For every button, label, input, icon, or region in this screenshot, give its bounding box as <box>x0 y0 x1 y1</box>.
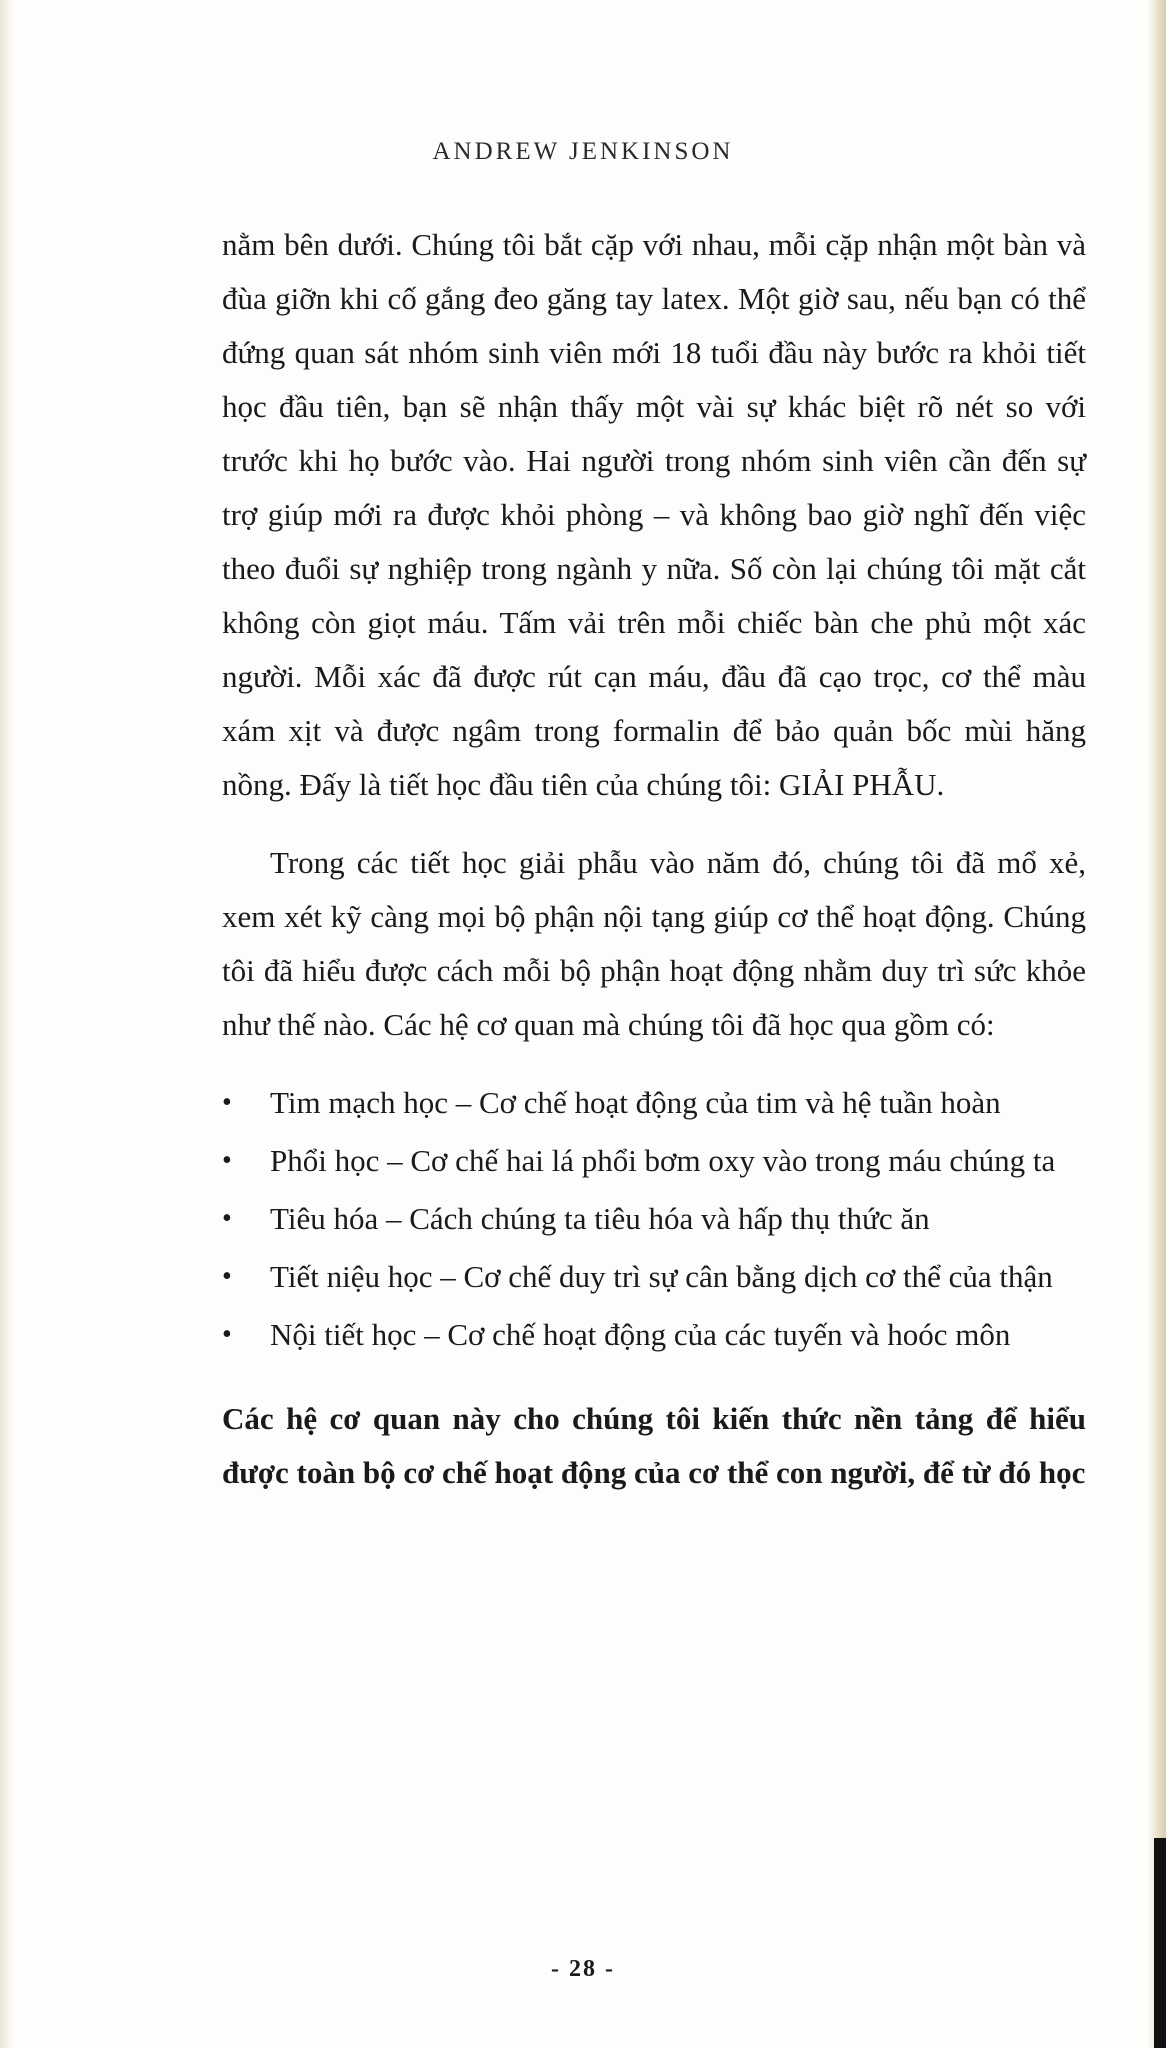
list-item <box>222 1134 1086 1188</box>
list-item <box>222 1076 1086 1130</box>
bullet-icon: • <box>222 1319 232 1350</box>
page-number: - 28 - <box>551 1956 615 1982</box>
list-item-text: Tim mạch học – Cơ chế hoạt động của tim và hệ tuần hoàn <box>270 1085 1001 1120</box>
page-right-edge <box>1148 0 1166 2048</box>
list-item-text: Nội tiết học – Cơ chế hoạt động của các tuyến và hoóc môn <box>270 1317 1011 1352</box>
body-text <box>222 218 1086 1500</box>
page-left-edge <box>0 0 14 2048</box>
bullet-icon: • <box>222 1203 232 1234</box>
list-item <box>222 1250 1086 1304</box>
paragraph-1: nằm bên dưới. Chúng tôi bắt cặp với nhau, mỗi cặp nhận một bàn và đùa giỡn khi cố gắng đeo găng tay latex. Một giờ sau, nếu bạn có thể đứng quan sát nhóm sinh viên mới 18 tuổi đầu này bước ra khỏi tiết học đầu tiên, bạn sẽ nhận thấy một vài sự khác biệt rõ nét so với trước khi họ bước vào. Hai người trong nhóm sinh viên cần đến sự trợ giúp mới ra được khỏi phòng – và không bao giờ nghĩ đến việc theo đuổi sự nghiệp trong ngành y nữa. Số còn lại chúng tôi mặt cắt không còn giọt máu. Tấm vải trên mỗi chiếc bàn che phủ một xác người. Mỗi xác đã được rút cạn máu, đầu đã cạo trọc, cơ thể màu xám xịt và được ngâm trong formalin để bảo quản bốc mùi hăng nồng. Đấy là tiết học đầu tiên của chúng tôi: GIẢI PHẪU. <box>222 227 1086 802</box>
paragraph-3: Các hệ cơ quan này cho chúng tôi kiến thức nền tảng để hiểu được toàn bộ cơ chế hoạt động của cơ thể con người, để từ đó học <box>222 1401 1086 1490</box>
running-head: ANDREW JENKINSON <box>432 138 734 165</box>
list-item <box>222 1192 1086 1246</box>
list-item-text: Tiêu hóa – Cách chúng ta tiêu hóa và hấp thụ thức ăn <box>270 1201 930 1236</box>
bullet-icon: • <box>222 1145 232 1176</box>
list-item-text: Phổi học – Cơ chế hai lá phổi bơm oxy vào trong máu chúng ta <box>270 1143 1056 1178</box>
binding-shadow <box>1154 1838 1166 2048</box>
bullet-icon: • <box>222 1087 232 1118</box>
organ-systems-list <box>222 1076 1086 1362</box>
list-item-text: Tiết niệu học – Cơ chế duy trì sự cân bằng dịch cơ thể của thận <box>270 1259 1053 1294</box>
list-item <box>222 1308 1086 1362</box>
paragraph-2: Trong các tiết học giải phẫu vào năm đó, chúng tôi đã mổ xẻ, xem xét kỹ càng mọi bộ phận nội tạng giúp cơ thể hoạt động. Chúng tôi đã hiểu được cách mỗi bộ phận hoạt động nhằm duy trì sức khỏe như thế nào. Các hệ cơ quan mà chúng tôi đã học qua gồm có: <box>222 845 1086 1042</box>
bullet-icon: • <box>222 1261 232 1292</box>
